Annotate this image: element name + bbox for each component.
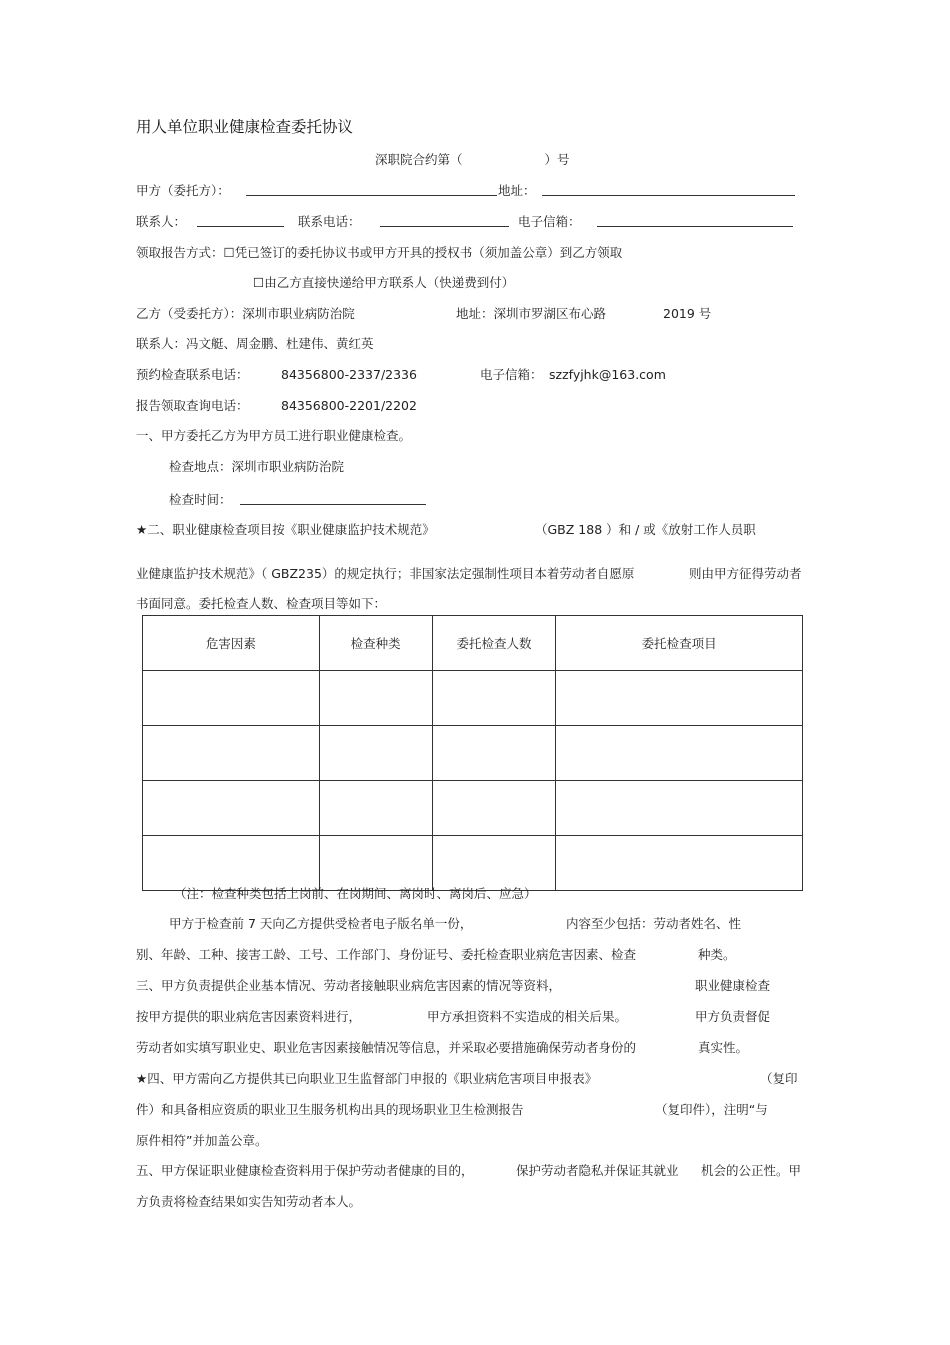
party-b-email-label: 电子信箱： [480,367,543,382]
header-exam-count: 委托检查人数 [432,616,556,671]
table-cell[interactable] [143,726,320,781]
contract-number [375,152,570,168]
clause-2-line-1b: （GBZ 188 ）和 / 或《放射工作人员职 [535,522,756,537]
clause-5-line-1b: 保护劳动者隐私并保证其就业 [516,1163,679,1178]
table-cell[interactable] [432,836,556,891]
table-cell[interactable] [143,781,320,836]
header-exam-items: 委托检查项目 [556,616,803,671]
party-b-contacts: 联系人：冯文艇、周金鹏、杜建伟、黄红英 [136,336,374,351]
checkbox-pickup[interactable]: ☐ [223,245,235,260]
table-cell[interactable] [432,781,556,836]
party-a-phone-label: 联系电话： [298,214,361,229]
report-option-express: 由乙方直接快递给甲方联系人（快递费到付） [264,275,515,290]
appointment-phone-label: 预约检查联系电话： [136,367,249,382]
table-cell[interactable] [556,781,803,836]
document-title: 用人单位职业健康检查委托协议 [136,118,354,136]
clause-3-line-1a: 三、甲方负责提供企业基本情况、劳动者接触职业病危害因素的情况等资料， [136,978,562,993]
contract-number-prefix: 深职院合约第（ [375,152,463,167]
table-cell[interactable] [556,836,803,891]
table-row [143,836,803,891]
clause-3-line-2b: 甲方承担资料不实造成的相关后果。 [427,1009,628,1024]
party-a-name-field[interactable] [246,183,497,196]
table-cell[interactable] [556,726,803,781]
table-cell[interactable] [143,671,320,726]
checkbox-express[interactable]: ☐ [253,275,265,290]
party-b-email: szzfyjhk@163.com [549,367,666,382]
clause-4-line-3: 原件相符”并加盖公章。 [136,1133,268,1148]
appointment-phone: 84356800-2337/2336 [281,367,417,382]
table-cell[interactable] [319,671,432,726]
table-cell[interactable] [319,781,432,836]
party-a-contact-field[interactable] [197,214,284,227]
party-a-phone-field[interactable] [380,214,509,227]
party-b-label: 乙方（受委托方）：深圳市职业病防治院 [136,306,355,321]
report-method-row-2 [253,275,514,291]
clause-3-line-3a: 劳动者如实填写职业史、职业危害因素接触情况等信息，并采取必要措施确保劳动者身份的 [136,1040,637,1055]
party-a-email-field[interactable] [597,214,793,227]
party-a-label: 甲方（委托方）： [136,183,230,198]
exam-table [142,615,803,891]
report-option-pickup: 凭已签订的委托协议书或甲方开具的授权书（须加盖公章）到乙方领取 [234,245,623,260]
table-header-row [143,616,803,671]
clause-4-line-1b: （复印 [760,1071,798,1086]
clause-3-line-3b: 真实性。 [698,1040,749,1055]
table-cell[interactable] [319,726,432,781]
table-row [143,726,803,781]
report-phone: 84356800-2201/2202 [281,398,417,413]
table-note: （注：检查种类包括上岗前、在岗期间、离岗时、离岗后、应急） [174,886,537,901]
exam-time-field[interactable] [240,492,426,505]
exam-time-label: 检查时间： [169,492,232,507]
table-cell[interactable] [432,726,556,781]
list-para-line-1b: 内容至少包括：劳动者姓名、性 [566,916,742,931]
clause-5-line-1a: 五、甲方保证职业健康检查资料用于保护劳动者健康的目的， [136,1163,474,1178]
party-b-address: 地址：深圳市罗湖区布心路 [456,306,607,321]
report-method-row-1 [136,245,622,261]
clause-1: 一、甲方委托乙方为甲方员工进行职业健康检查。 [136,428,412,443]
clause-5-line-1c: 机会的公正性。甲 [701,1163,802,1178]
report-phone-label: 报告领取查询电话： [136,398,249,413]
list-para-line-2a: 别、年龄、工种、接害工龄、工号、工作部门、身份证号、委托检查职业病危害因素、检查 [136,947,637,962]
table-row [143,671,803,726]
table-cell[interactable] [319,836,432,891]
table-cell[interactable] [432,671,556,726]
clause-3-line-1b: 职业健康检查 [695,978,771,993]
party-b-address-no: 2019 号 [663,306,712,321]
clause-2-line-3: 书面同意。委托检查人数、检查项目等如下： [136,596,387,611]
party-a-address-field[interactable] [542,183,795,196]
clause-2-line-1a: ★二、职业健康检查项目按《职业健康监护技术规范》 [136,522,435,537]
list-para-line-1a: 甲方于检查前 7 天向乙方提供受检者电子版名单一份， [169,916,473,931]
clause-4-line-2a: 件）和具备相应资质的职业卫生服务机构出具的现场职业卫生检测报告 [136,1102,524,1117]
clause-2-line-2a: 业健康监护技术规范》（ GBZ235）的规定执行；非国家法定强制性项目本着劳动者自愿原 [136,566,635,581]
clause-5-line-2: 方负责将检查结果如实告知劳动者本人。 [136,1194,362,1209]
clause-3-line-2a: 按甲方提供的职业病危害因素资料进行， [136,1009,362,1024]
report-method-label: 领取报告方式： [136,245,224,260]
table-cell[interactable] [556,671,803,726]
header-exam-type: 检查种类 [319,616,432,671]
exam-place: 检查地点：深圳市职业病防治院 [169,459,345,474]
party-a-email-label: 电子信箱： [518,214,581,229]
table-row [143,781,803,836]
party-a-address-label: 地址： [498,183,536,198]
contract-number-suffix: ）号 [544,152,570,167]
list-para-line-2b: 种类。 [698,947,736,962]
clause-4-line-2b: （复印件），注明“与 [655,1102,768,1117]
table-cell[interactable] [143,836,320,891]
clause-2-line-2b: 则由甲方征得劳动者 [689,566,802,581]
header-hazard-factor: 危害因素 [143,616,320,671]
clause-3-line-2c: 甲方负责督促 [695,1009,771,1024]
party-a-contact-label: 联系人： [136,214,187,229]
clause-4-line-1a: ★四、甲方需向乙方提供其已向职业卫生监督部门申报的《职业病危害项目申报表》 [136,1071,598,1086]
